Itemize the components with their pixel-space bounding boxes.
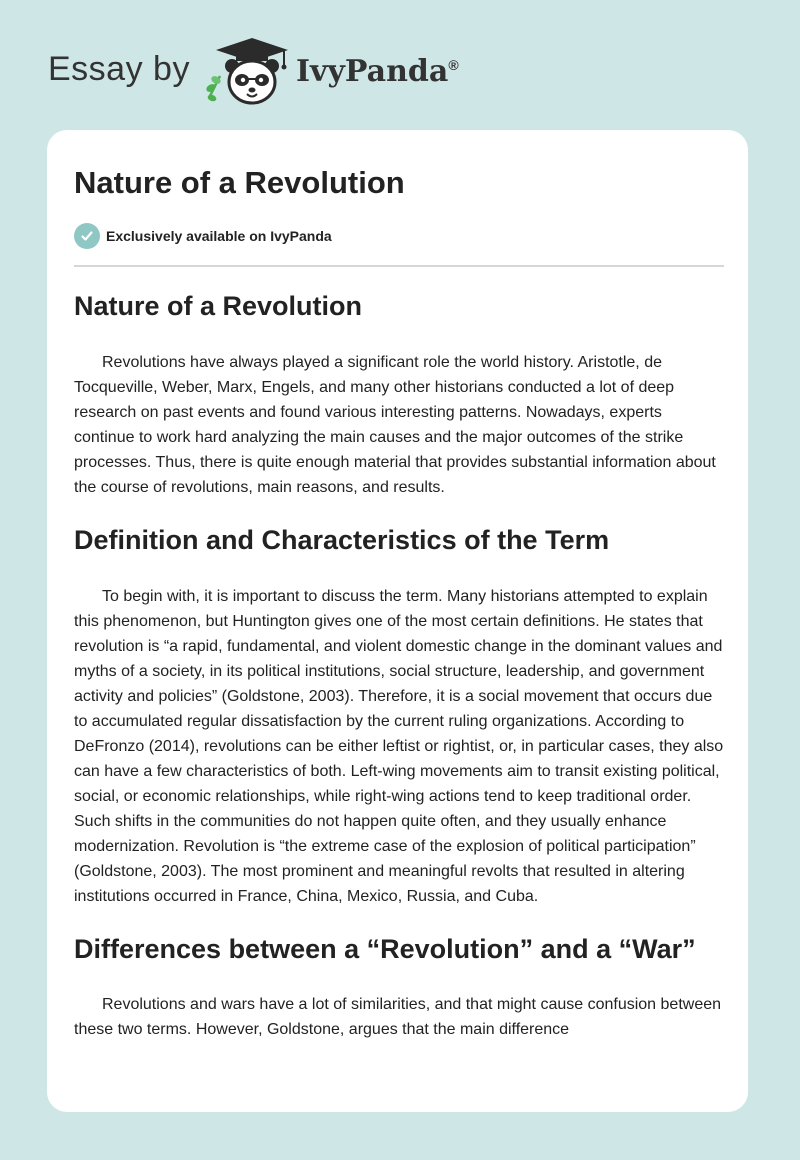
panda-logo-icon[interactable] bbox=[202, 36, 292, 108]
brand-name-text: IvyPanda bbox=[296, 54, 449, 89]
section-heading: Differences between a “Revolution” and a “War” bbox=[74, 934, 696, 964]
section-paragraph: To begin with, it is important to discuss the term. Many historians attempted to explain this phenomenon, but Huntington gives one of the most certain definitions. He states that revolution is “a rapid, fundamental, and violent domestic change in the dominant values and myths of a society, in its political institutions, social structure, leadership, and government activity and policies” (Goldstone, 2003). Therefore, it is a social movement that occurs due to accumulated regular dissatisfaction by the current ruling organizations. According to DeFronzo (2014), revolutions can be either leftist or rightist, or, in particular cases, they also can have a few characteristics of both. Left-wing movements aim to transit existing political, social, or economic relationships, while right-wing actions tend to keep traditional order. Such shifts in the communities do not happen quite often, and they usually enhance modernization. Revolution is “the extreme case of the explosion of political participation” (Goldstone, 2003). The most prominent and meaningful revolts that resulted in altering institutions occurred in France, China, Mexico, Russia, and Cuba. bbox=[74, 588, 724, 905]
essay-content bbox=[74, 130, 724, 1042]
section-paragraph: Revolutions have always played a significant role the world history. Aristotle, de Tocqueville, Weber, Marx, Engels, and many other historians conducted a lot of deep research on past events and found various interesting patterns. Nowadays, experts continue to work hard analyzing the main causes and the major outcomes of the strike processes. Thus, there is quite enough material that provides substantial information about the course of revolutions, main reasons, and results. bbox=[74, 354, 716, 496]
exclusive-badge bbox=[74, 223, 724, 249]
essay-card bbox=[47, 130, 748, 1112]
section-paragraph: Revolutions and wars have a lot of similarities, and that might cause confusion between these two terms. However, Goldstone, argues that the main difference bbox=[74, 996, 722, 1038]
section-heading: Definition and Characteristics of the Term bbox=[74, 525, 610, 555]
exclusive-badge-label: Exclusively available on IvyPanda bbox=[106, 228, 332, 244]
section-heading: Nature of a Revolution bbox=[74, 291, 363, 321]
essay-by-label: Essay by bbox=[48, 50, 190, 88]
brand-name[interactable] bbox=[296, 54, 459, 89]
registered-mark: ® bbox=[448, 57, 459, 73]
check-circle-icon bbox=[74, 223, 100, 249]
site-header bbox=[0, 0, 800, 130]
divider bbox=[74, 265, 724, 267]
page-title: Nature of a Revolution bbox=[74, 165, 405, 200]
